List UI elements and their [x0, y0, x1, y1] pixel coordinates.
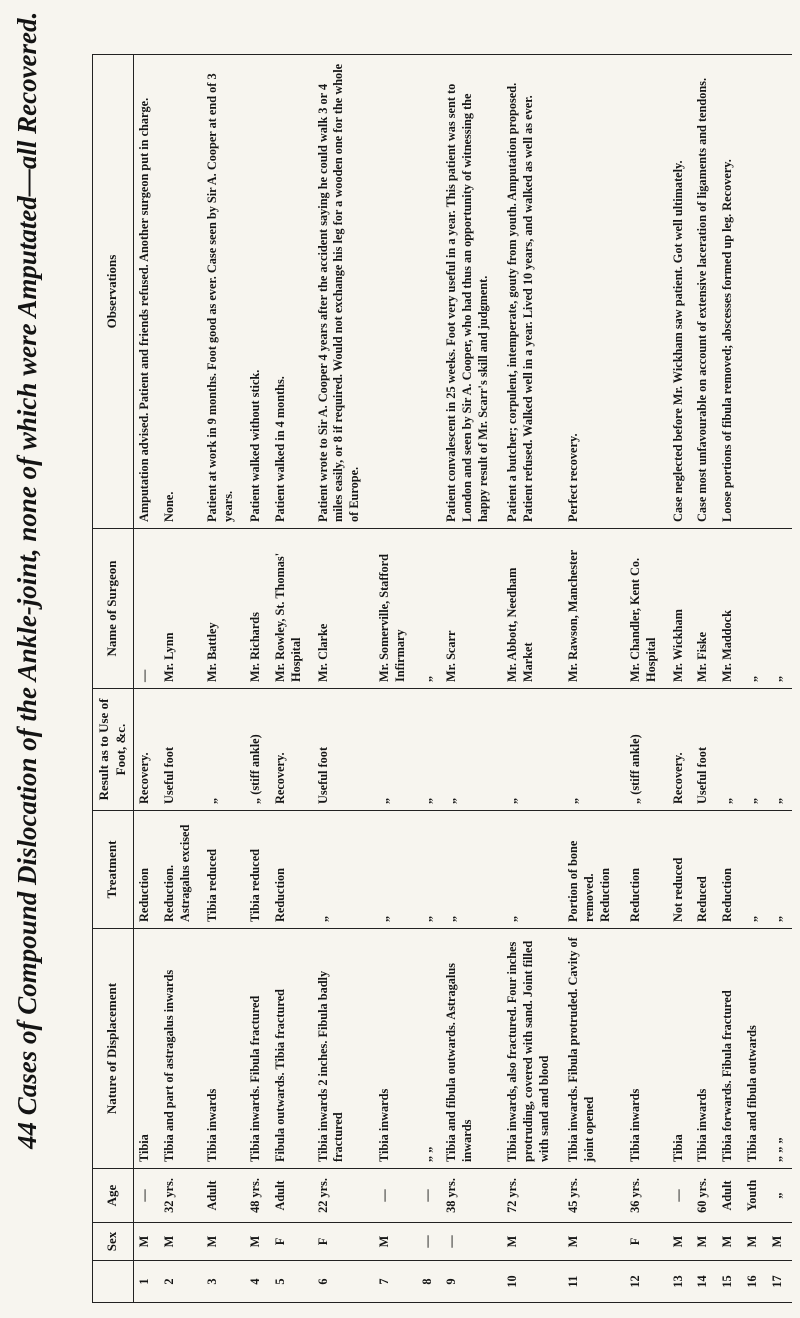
nature-cell: „ „: [417, 929, 442, 1169]
result-cell: „: [502, 689, 563, 811]
table-row: [245, 55, 270, 1303]
surgeon-cell: Mr. Abbott, Needham Market: [502, 529, 563, 689]
observations-cell: Patient walked in 4 months.: [270, 55, 313, 529]
table-row: [767, 55, 792, 1303]
table-row: [625, 55, 668, 1303]
sex-cell: M: [245, 1223, 270, 1261]
surgeon-cell: Mr. Maddock: [717, 529, 742, 689]
observations-cell: Patient wrote to Sir A. Cooper 4 years after the accident saying he could walk 3 or 4 miles easily, or 8 if required. Would not exchange his leg for a wooden one for the whole of Europe.: [313, 55, 374, 529]
case-number: 10: [502, 1261, 563, 1303]
case-number: 5: [270, 1261, 313, 1303]
sex-cell: M: [159, 1223, 202, 1261]
surgeon-cell: „: [417, 529, 442, 689]
observations-cell: Loose portions of fibula removed; abscesses formed up leg. Recovery.: [717, 55, 742, 529]
result-cell: „: [417, 689, 442, 811]
table-row: [668, 55, 693, 1303]
case-number: 8: [417, 1261, 442, 1303]
sex-cell: M: [668, 1223, 693, 1261]
header-result: Result as to Use of Foot, &c.: [93, 689, 134, 811]
observations-cell: [767, 55, 792, 529]
nature-cell: Tibia inwards, also fractured. Four inches protruding, covered with sand. Joint filled with sand and blood: [502, 929, 563, 1169]
result-cell: „: [767, 689, 792, 811]
treatment-cell: Reduced: [692, 811, 717, 929]
table-row: [133, 55, 158, 1303]
treatment-cell: Reduction: [717, 811, 742, 929]
result-cell: „: [563, 689, 624, 811]
age-cell: 45 yrs.: [563, 1169, 624, 1223]
table-body: [133, 55, 792, 1303]
age-cell: 36 yrs.: [625, 1169, 668, 1223]
observations-cell: Patient convalescent in 25 weeks. Foot very useful in a year. This patient was sent to London and seen by Sir A. Cooper, who had thus an opportunity of witnessing the happy result of Mr. Scarr's skill and judgment.: [441, 55, 502, 529]
surgeon-cell: Mr. Richards: [245, 529, 270, 689]
nature-cell: Tibia: [668, 929, 693, 1169]
nature-cell: Tibia and fibula outwards: [742, 929, 767, 1169]
case-number: 9: [441, 1261, 502, 1303]
nature-cell: Tibia inwards. Fibula fractured: [245, 929, 270, 1169]
sex-cell: M: [692, 1223, 717, 1261]
sex-cell: —: [417, 1223, 442, 1261]
age-cell: —: [374, 1169, 417, 1223]
result-cell: Recovery.: [133, 689, 158, 811]
age-cell: „: [767, 1169, 792, 1223]
table-row: [717, 55, 742, 1303]
treatment-cell: „: [417, 811, 442, 929]
observations-cell: Case most unfavourable on account of extensive laceration of ligaments and tendons.: [692, 55, 717, 529]
nature-cell: Tibia inwards: [374, 929, 417, 1169]
treatment-cell: „: [374, 811, 417, 929]
observations-cell: [374, 55, 417, 529]
sex-cell: M: [717, 1223, 742, 1261]
nature-cell: Tibia inwards: [692, 929, 717, 1169]
case-number: 7: [374, 1261, 417, 1303]
observations-cell: Patient a butcher; corpulent, intemperate, gouty from youth. Amputation proposed. Patient refused. Walked well in a year. Lived 10 years, and walked as well as ever.: [502, 55, 563, 529]
nature-cell: Tibia: [133, 929, 158, 1169]
age-cell: Adult: [202, 1169, 245, 1223]
table-row: [374, 55, 417, 1303]
result-cell: „: [374, 689, 417, 811]
case-number: 17: [767, 1261, 792, 1303]
result-cell: Useful foot: [313, 689, 374, 811]
nature-cell: Tibia inwards 2 inches. Fibula badly fractured: [313, 929, 374, 1169]
header-nature: Nature of Displacement: [93, 929, 134, 1169]
sex-cell: M: [767, 1223, 792, 1261]
surgeon-cell: —: [133, 529, 158, 689]
sex-cell: M: [742, 1223, 767, 1261]
treatment-cell: „: [313, 811, 374, 929]
sex-cell: M: [502, 1223, 563, 1261]
table-row: [159, 55, 202, 1303]
age-cell: 72 yrs.: [502, 1169, 563, 1223]
age-cell: 60 yrs.: [692, 1169, 717, 1223]
treatment-cell: Portion of bone removed. Reduction: [563, 811, 624, 929]
nature-cell: Tibia inwards: [625, 929, 668, 1169]
table-row: [692, 55, 717, 1303]
rotated-table-wrapper: [92, 55, 792, 1303]
age-cell: Adult: [717, 1169, 742, 1223]
treatment-cell: Tibia reduced: [202, 811, 245, 929]
nature-cell: Fibula outwards. Tibia fractured: [270, 929, 313, 1169]
table-row: [202, 55, 245, 1303]
page-title: 44 Cases of Compound Dislocation of the Ankle-joint, none of which were Amputated—all Recovered.: [12, 12, 42, 1150]
age-cell: —: [417, 1169, 442, 1223]
surgeon-cell: Mr. Clarke: [313, 529, 374, 689]
surgeon-cell: Mr. Chandler, Kent Co. Hospital: [625, 529, 668, 689]
case-number: 13: [668, 1261, 693, 1303]
result-cell: Useful foot: [692, 689, 717, 811]
age-cell: 48 yrs.: [245, 1169, 270, 1223]
cases-table: [92, 54, 792, 1303]
result-cell: „: [441, 689, 502, 811]
case-number: 1: [133, 1261, 158, 1303]
age-cell: Adult: [270, 1169, 313, 1223]
observations-cell: Patient at work in 9 months. Foot good as ever. Case seen by Sir A. Cooper at end of 3 years.: [202, 55, 245, 529]
sex-cell: M: [202, 1223, 245, 1261]
treatment-cell: „: [767, 811, 792, 929]
treatment-cell: Tibia reduced: [245, 811, 270, 929]
age-cell: —: [668, 1169, 693, 1223]
table-row: [270, 55, 313, 1303]
sex-cell: M: [133, 1223, 158, 1261]
nature-cell: Tibia forwards. Fibula fractured: [717, 929, 742, 1169]
case-number: 14: [692, 1261, 717, 1303]
treatment-cell: Reduction. Astragalus excised: [159, 811, 202, 929]
case-number: 16: [742, 1261, 767, 1303]
case-number: 3: [202, 1261, 245, 1303]
table-row: [563, 55, 624, 1303]
age-cell: 32 yrs.: [159, 1169, 202, 1223]
observations-cell: Amputation advised. Patient and friends refused. Another surgeon put in charge.: [133, 55, 158, 529]
age-cell: 22 yrs.: [313, 1169, 374, 1223]
surgeon-cell: Mr. Scarr: [441, 529, 502, 689]
header-num: [93, 1261, 134, 1303]
observations-cell: None.: [159, 55, 202, 529]
table-row: [742, 55, 767, 1303]
treatment-cell: Reduction: [270, 811, 313, 929]
header-surgeon: Name of Surgeon: [93, 529, 134, 689]
age-cell: Youth: [742, 1169, 767, 1223]
sex-cell: F: [313, 1223, 374, 1261]
result-cell: Useful foot: [159, 689, 202, 811]
observations-cell: [742, 55, 767, 529]
header-age: Age: [93, 1169, 134, 1223]
observations-cell: Perfect recovery.: [563, 55, 624, 529]
treatment-cell: Not reduced: [668, 811, 693, 929]
age-cell: —: [133, 1169, 158, 1223]
surgeon-cell: Mr. Rowley, St. Thomas' Hospital: [270, 529, 313, 689]
nature-cell: Tibia and fibula outwards. Astragalus inwards: [441, 929, 502, 1169]
sex-cell: —: [441, 1223, 502, 1261]
header-observations: Observations: [93, 55, 134, 529]
treatment-cell: „: [742, 811, 767, 929]
table-row: [417, 55, 442, 1303]
table-row: [313, 55, 374, 1303]
header-sex: Sex: [93, 1223, 134, 1261]
case-number: 12: [625, 1261, 668, 1303]
surgeon-cell: Mr. Wickham: [668, 529, 693, 689]
treatment-cell: Reduction: [625, 811, 668, 929]
surgeon-cell: „: [742, 529, 767, 689]
result-cell: „: [202, 689, 245, 811]
treatment-cell: „: [441, 811, 502, 929]
surgeon-cell: Mr. Fiske: [692, 529, 717, 689]
result-cell: Recovery.: [668, 689, 693, 811]
surgeon-cell: Mr. Somerville, Stafford Infirmary: [374, 529, 417, 689]
observations-cell: Case neglected before Mr. Wickham saw patient. Got well ultimately.: [668, 55, 693, 529]
observations-cell: [625, 55, 668, 529]
case-number: 15: [717, 1261, 742, 1303]
case-number: 6: [313, 1261, 374, 1303]
result-cell: „ (stiff ankle): [245, 689, 270, 811]
observations-cell: [417, 55, 442, 529]
observations-cell: Patient walked without stick.: [245, 55, 270, 529]
age-cell: 38 yrs.: [441, 1169, 502, 1223]
table-row: [441, 55, 502, 1303]
result-cell: Recovery.: [270, 689, 313, 811]
nature-cell: „ „ „: [767, 929, 792, 1169]
table-row: [502, 55, 563, 1303]
result-cell: „: [717, 689, 742, 811]
case-number: 2: [159, 1261, 202, 1303]
treatment-cell: „: [502, 811, 563, 929]
result-cell: „ (stiff ankle): [625, 689, 668, 811]
header-row: [93, 55, 134, 1303]
nature-cell: Tibia inwards: [202, 929, 245, 1169]
surgeon-cell: „: [767, 529, 792, 689]
surgeon-cell: Mr. Lynn: [159, 529, 202, 689]
sex-cell: M: [374, 1223, 417, 1261]
sex-cell: F: [270, 1223, 313, 1261]
case-number: 4: [245, 1261, 270, 1303]
case-number: 11: [563, 1261, 624, 1303]
nature-cell: Tibia inwards. Fibula protruded. Cavity of joint opened: [563, 929, 624, 1169]
header-treatment: Treatment: [93, 811, 134, 929]
nature-cell: Tibia and part of astragalus inwards: [159, 929, 202, 1169]
treatment-cell: Reduction: [133, 811, 158, 929]
sex-cell: F: [625, 1223, 668, 1261]
result-cell: „: [742, 689, 767, 811]
sex-cell: M: [563, 1223, 624, 1261]
surgeon-cell: Mr. Battley: [202, 529, 245, 689]
surgeon-cell: Mr. Rawson, Manchester: [563, 529, 624, 689]
